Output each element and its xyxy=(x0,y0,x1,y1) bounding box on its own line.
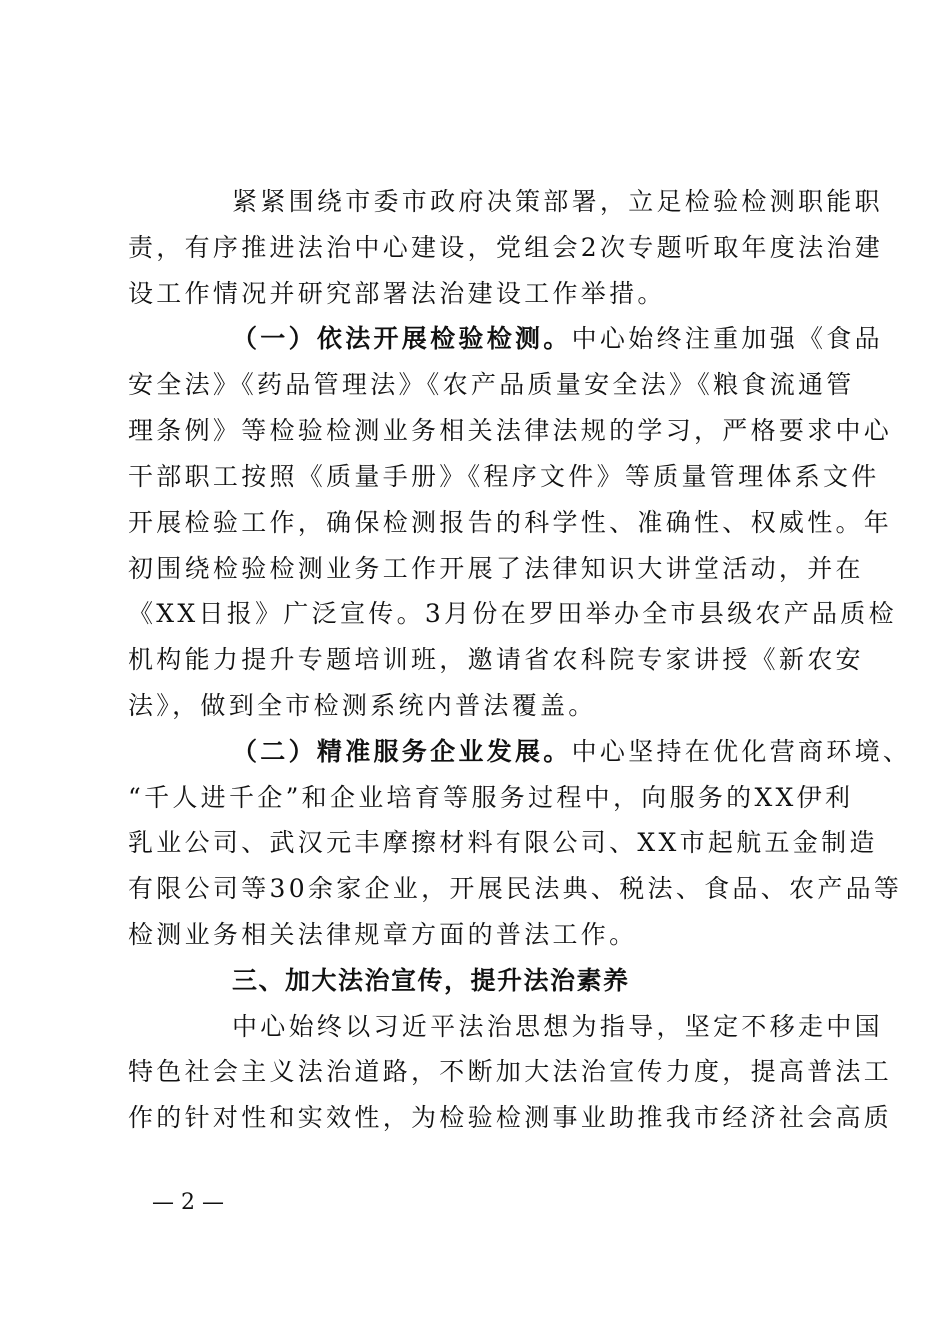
paragraph-2-line-8: 机构能力提升专题培训班，邀请省农科院专家讲授《新农安 xyxy=(128,645,864,674)
paragraph-2-line-1-text: 中心始终注重加强《食品 xyxy=(571,324,883,353)
section-heading: 三、加大法治宣传，提升法治素养 xyxy=(232,966,630,995)
paragraph-2-lead: （一）依法开展检验检测。 xyxy=(232,324,572,353)
paragraph-4-line-3: 作的针对性和实效性，为检验检测事业助推我市经济社会高质 xyxy=(128,1103,893,1132)
paragraph-3-line-3: 乳业公司、武汉元丰摩擦材料有限公司、XX市起航五金制造 xyxy=(128,828,878,857)
paragraph-3-line-2: “千人进千企”和企业培育等服务过程中，向服务的XX伊利 xyxy=(128,783,854,812)
paragraph-2-line-6: 初围绕检验检测业务工作开展了法律知识大讲堂活动，并在 xyxy=(128,554,864,583)
paragraph-2-line-1 xyxy=(232,316,883,362)
paragraph-3-line-1-text: 中心坚持在优化营商环境、 xyxy=(571,737,912,766)
paragraph-3-lead: （二）精准服务企业发展。 xyxy=(232,737,572,766)
paragraph-1-line-1: 紧紧围绕市委市政府决策部署，立足检验检测职能职 xyxy=(232,187,883,216)
page-number: — 2 — xyxy=(152,1190,224,1215)
paragraph-3-line-4: 有限公司等30余家企业，开展民法典、税法、食品、农产品等 xyxy=(128,874,903,903)
paragraph-2-line-9: 法》，做到全市检测系统内普法覆盖。 xyxy=(128,691,597,720)
paragraph-2-line-5: 开展检验工作，确保检测报告的科学性、准确性、权威性。年 xyxy=(128,508,893,537)
paragraph-2-line-2: 安全法》《药品管理法》《农产品质量安全法》《粮食流通管 xyxy=(128,370,855,399)
paragraph-3-line-1 xyxy=(232,729,911,775)
paragraph-1-line-3: 设工作情况并研究部署法治建设工作举措。 xyxy=(128,279,666,308)
paragraph-2-line-4: 干部职工按照《质量手册》《程序文件》等质量管理体系文件 xyxy=(128,462,880,491)
paragraph-4-line-1: 中心始终以习近平法治思想为指导，坚定不移走中国 xyxy=(232,1012,883,1041)
paragraph-3-line-5: 检测业务相关法律规章方面的普法工作。 xyxy=(128,920,638,949)
paragraph-1-line-2: 责，有序推进法治中心建设，党组会2次专题听取年度法治建 xyxy=(128,233,884,262)
paragraph-2-line-3: 理条例》等检验检测业务相关法律法规的学习，严格要求中心 xyxy=(128,416,893,445)
paragraph-4-line-2: 特色社会主义法治道路，不断加大法治宣传力度，提高普法工 xyxy=(128,1057,893,1086)
paragraph-2-line-7: 《XX日报》广泛宣传。3月份在罗田举办全市县级农产品质检 xyxy=(128,599,897,628)
